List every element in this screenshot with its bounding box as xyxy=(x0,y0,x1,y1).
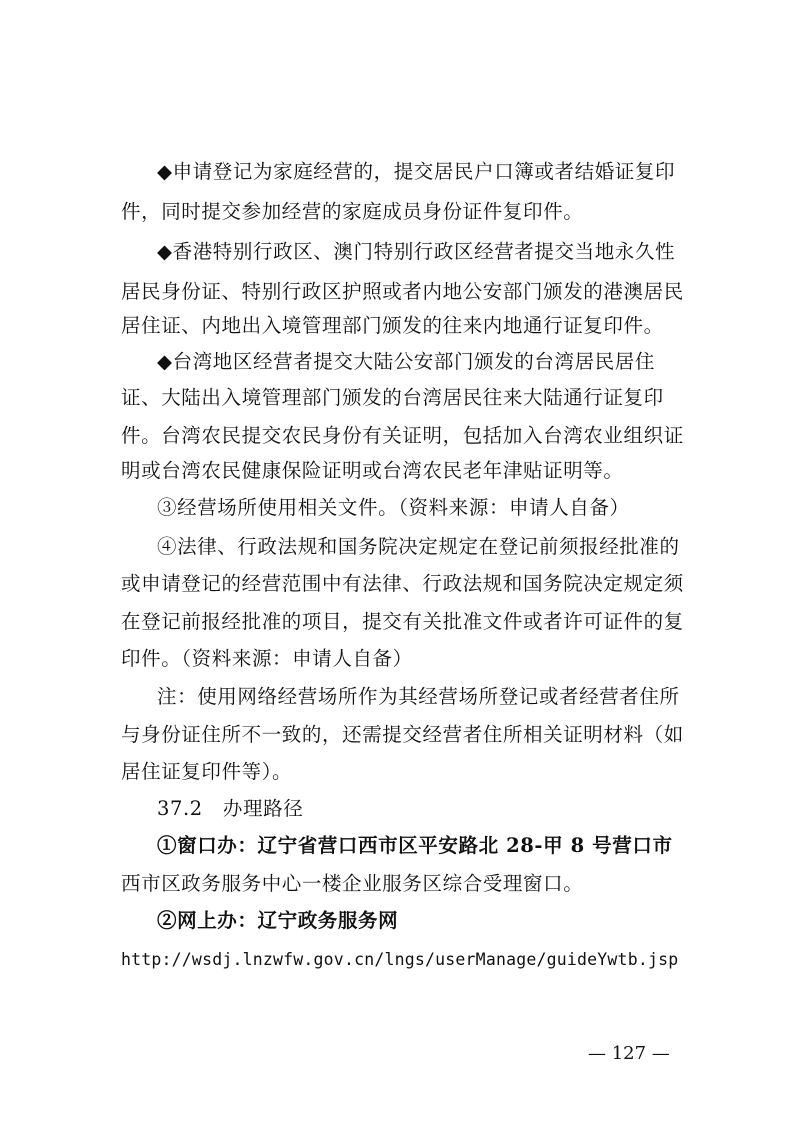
paragraph-line: 印件。（资料来源：申请人自备） xyxy=(121,647,413,670)
paragraph-line: 件。台湾农民提交农民身份有关证明，包括加入台湾农业组织证 xyxy=(121,424,684,447)
paragraph-line: ◆申请登记为家庭经营的，提交居民户口簿或者结婚证复印 xyxy=(157,160,676,183)
paragraph-line: 证、大陆出入境管理部门颁发的台湾居民往来大陆通行证复印 xyxy=(121,386,664,409)
online-url[interactable]: http://wsdj.lnzwfw.gov.cn/lngs/userManage/guideYwtb.jsp xyxy=(121,950,679,969)
paragraph-line: 居住证、内地出入境管理部门颁发的往来内地通行证复印件。 xyxy=(121,314,664,337)
note-line: 与身份证住所不一致的，还需提交经营者住所相关证明材料（如 xyxy=(121,723,684,746)
window-office-line: ①窗口办：辽宁省营口西市区平安路北 28-甲 8 号营口市 xyxy=(157,834,673,857)
note-line: 居住证复印件等）。 xyxy=(121,760,293,783)
paragraph-line: ◆香港特别行政区、澳门特别行政区经营者提交当地永久性 xyxy=(157,240,676,263)
paragraph-line: 居民身份证、特别行政区护照或者内地公安部门颁发的港澳居民 xyxy=(121,280,684,303)
page-number: — 127 — xyxy=(588,1043,670,1064)
paragraph-line: ◆台湾地区经营者提交大陆公安部门颁发的台湾居民居住 xyxy=(157,350,655,373)
paragraph-line: ③经营场所使用相关文件。（资料来源：申请人自备） xyxy=(157,496,630,519)
window-office-line: 西市区政务服务中心一楼企业服务区综合受理窗口。 xyxy=(121,872,584,895)
paragraph-line: 或申请登记的经营范围中有法律、行政法规和国务院决定规定须 xyxy=(121,572,684,595)
paragraph-line: 在登记前报经批准的项目，提交有关批准文件或者许可证件的复 xyxy=(121,610,684,633)
online-office-line: ②网上办：辽宁政务服务网 xyxy=(157,909,399,932)
paragraph-line: ④法律、行政法规和国务院决定规定在登记前须报经批准的 xyxy=(157,535,680,558)
paragraph-line: 明或台湾农民健康保险证明或台湾农民老年津贴证明等。 xyxy=(121,459,624,482)
paragraph-line: 件，同时提交参加经营的家庭成员身份证件复印件。 xyxy=(121,200,584,223)
note-line: 注：使用网络经营场所作为其经营场所登记或者经营者住所 xyxy=(157,685,680,708)
section-heading: 37.2 办理路径 xyxy=(157,797,304,820)
